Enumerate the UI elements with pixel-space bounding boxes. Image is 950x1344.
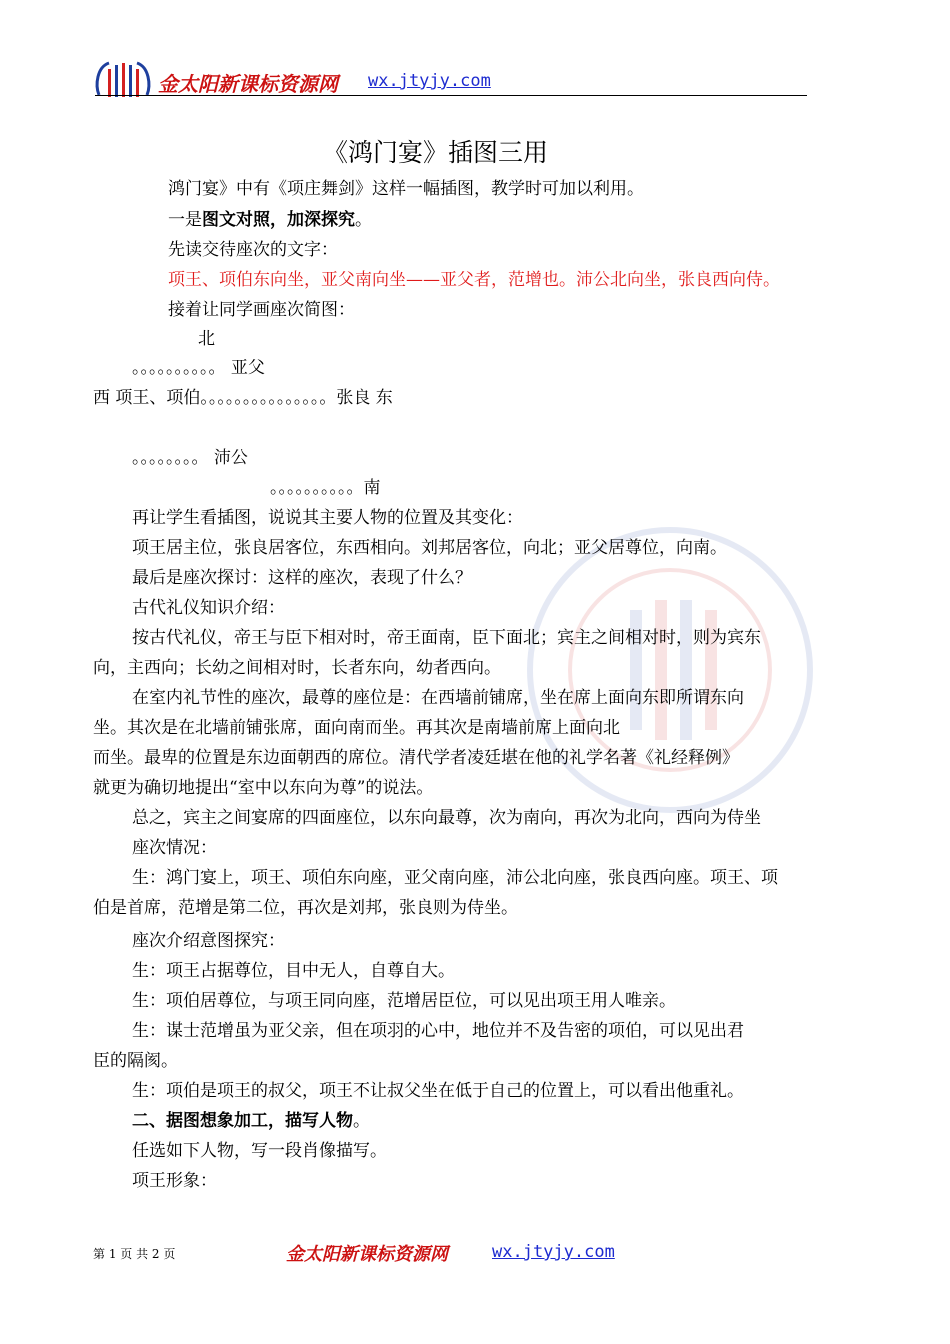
- paragraph: 坐。其次是在北墙前铺张席，面向南而坐。再其次是南墙前席上面向北: [93, 718, 620, 738]
- paragraph: 再让学生看插图，说说其主要人物的位置及其变化：: [132, 508, 523, 528]
- header-divider: [95, 95, 807, 96]
- paragraph: 最后是座次探讨：这样的座次，表现了什么？: [132, 568, 472, 588]
- page-title: 《鸿门宴》插图三用: [323, 138, 549, 167]
- paragraph: 而坐。最卑的位置是东边面朝西的席位。清代学者凌廷堪在他的礼学名著《礼经释例》: [93, 748, 739, 768]
- paragraph: 生：项伯居尊位，与项王同向座，范增居臣位，可以见出项王用人唯亲。: [132, 991, 676, 1011]
- section-heading: 图文对照，加深探究: [202, 210, 355, 230]
- paragraph: 任选如下人物，写一段肖像描写。: [132, 1141, 387, 1161]
- paragraph: 鸿门宴》中有《项庄舞剑》这样一幅插图，教学时可加以利用。: [168, 179, 644, 199]
- paragraph: 项王居主位，张良居客位，东西相向。刘邦居客位，向北；亚父居尊位，向南。: [132, 538, 727, 558]
- header-url[interactable]: wx.jtyjy.com: [368, 71, 491, 91]
- paragraph: 生：鸿门宴上，项王、项伯东向座，亚父南向座，沛公北向座，张良西向座。项王、项: [132, 868, 778, 888]
- paragraph: 接着让同学画座次简图：: [168, 300, 355, 320]
- paragraph: 座次介绍意图探究：: [132, 931, 285, 951]
- header-brand: 金太阳新课标资源网: [158, 72, 338, 96]
- diagram-row: 。。。。。。。。。。南: [270, 478, 381, 498]
- paragraph: 座次情况：: [132, 838, 217, 858]
- page-number: 第 1 页 共 2 页: [93, 1247, 176, 1261]
- paragraph: 就更为确切地提出“室中以东向为尊”的说法。: [93, 778, 434, 798]
- footer-brand: 金太阳新课标资源网: [286, 1244, 448, 1265]
- diagram-row: 。。。。。。。。 沛公: [132, 448, 248, 468]
- paragraph: 按古代礼仪，帝王与臣下相对时，帝王面南，臣下面北；宾主之间相对时，则为宾东: [132, 628, 761, 648]
- footer-url[interactable]: wx.jtyjy.com: [492, 1242, 615, 1262]
- paragraph: 生：项王占据尊位，目中无人，自尊自大。: [132, 961, 455, 981]
- paragraph: 项王形象：: [132, 1171, 217, 1191]
- diagram-north: 北: [198, 329, 215, 349]
- seal-watermark-icon: [520, 520, 820, 820]
- paragraph-text: 一是: [168, 210, 202, 230]
- paragraph: [168, 209, 372, 231]
- section-heading: 二、据图想象加工，描写人物: [132, 1111, 353, 1131]
- paragraph: [132, 1110, 370, 1132]
- diagram-row: 西 项王、项伯。。。。。。。。。。。。。。。张良 东: [93, 388, 393, 408]
- paragraph: 总之，宾主之间宴席的四面座位，以东向最尊，次为南向，再次为北向，西向为侍坐: [132, 808, 761, 828]
- paragraph: 古代礼仪知识介绍：: [132, 598, 285, 618]
- paragraph-text: 。: [353, 1111, 370, 1131]
- diagram-row: 。。。。。。。。。。 亚父: [132, 358, 265, 378]
- paragraph: 生：项伯是项王的叔父，项王不让叔父坐在低于自己的位置上，可以看出他重礼。: [132, 1081, 744, 1101]
- paragraph: 向，主西向；长幼之间相对时，长者东向，幼者西向。: [93, 658, 501, 678]
- paragraph: 伯是首席，范增是第二位，再次是刘邦，张良则为侍坐。: [93, 898, 518, 918]
- paragraph-text: 。: [355, 210, 372, 230]
- paragraph: 生：谋士范增虽为亚父亲，但在项羽的心中，地位并不及告密的项伯，可以见出君: [132, 1021, 744, 1041]
- paragraph: 臣的隔阂。: [93, 1051, 178, 1071]
- quoted-text: 项王、项伯东向坐，亚父南向坐——亚父者，范增也。沛公北向坐，张良西向侍。: [168, 270, 780, 290]
- paragraph: 在室内礼节性的座次，最尊的座位是：在西墙前铺席，坐在席上面向东即所谓东向: [132, 688, 744, 708]
- paragraph: 先读交待座次的文字：: [168, 240, 338, 260]
